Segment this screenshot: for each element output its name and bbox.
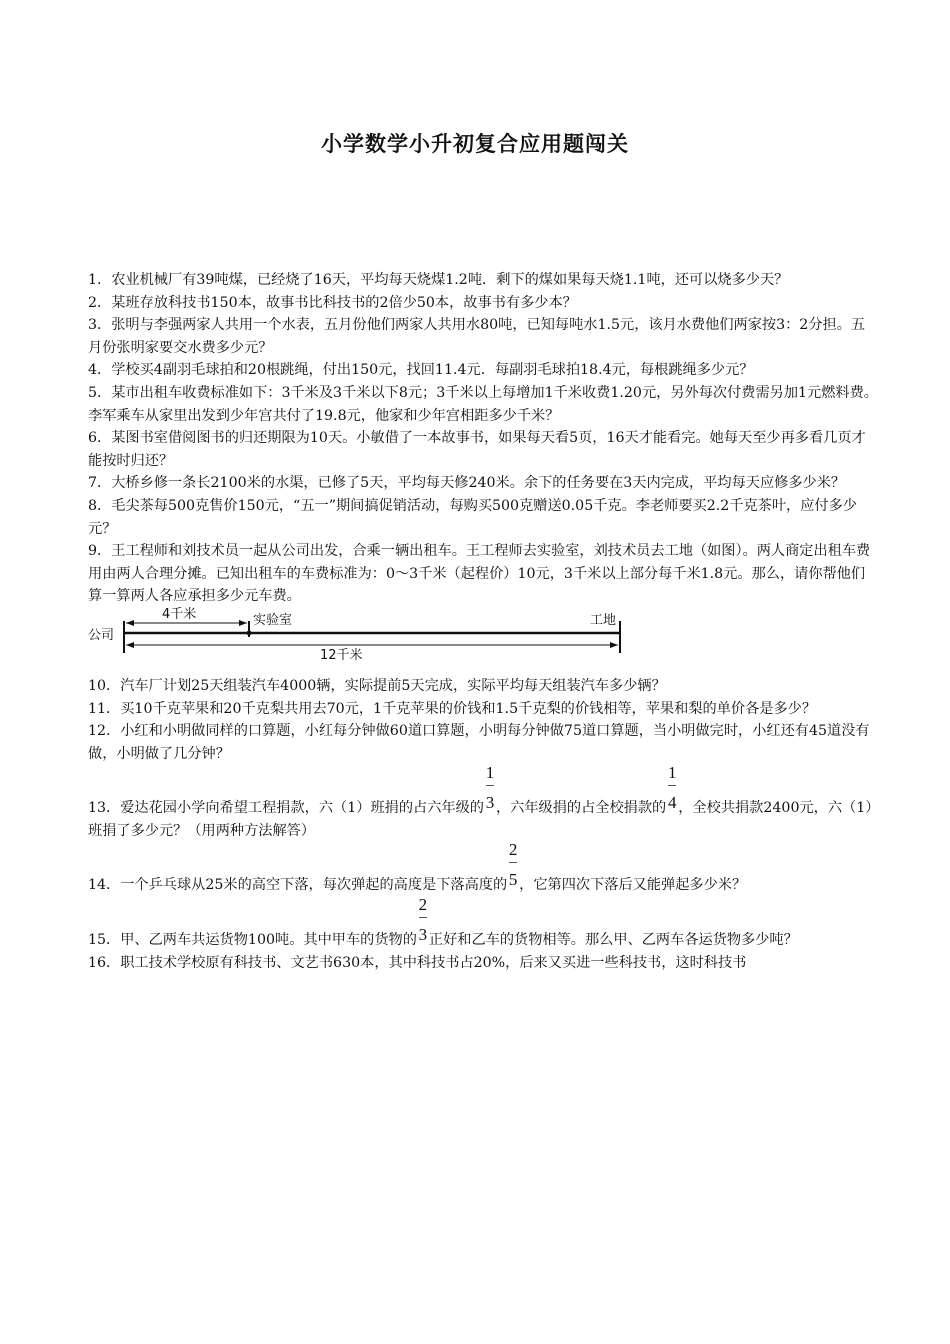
question-15-part-a: 15．甲、乙两车共运货物100吨。其中甲车的货物的 <box>88 932 417 949</box>
question-15 <box>88 895 878 952</box>
question-14-part-b: ，它第四次下落后又能弹起多少米？ <box>519 877 747 894</box>
fraction-one-fourth <box>666 763 678 813</box>
fraction-bar <box>509 862 517 863</box>
fraction-bar <box>486 785 494 786</box>
fraction-two-fifths <box>507 840 519 890</box>
total-arrow-left <box>126 642 134 648</box>
label-total: 12千米 <box>320 647 363 663</box>
page-title: 小学数学小升初复合应用题闯关 <box>321 132 629 156</box>
question-13-part-b: ，六年级捐的占全校捐款的 <box>495 800 667 817</box>
question-list <box>88 269 878 974</box>
fraction-denominator: 5 <box>508 870 518 890</box>
fraction-one-third <box>484 763 496 813</box>
question-15-part-b: 正好和乙车的货物相等。那么甲、乙两车各运货物多少吨？ <box>428 932 798 949</box>
question-2: 2．某班存放科技书150本，故事书比科技书的2倍少50本，故事书有多少本？ <box>88 294 577 311</box>
question-5: 5．某市出租车收费标准如下：3千米及3千米以下8元；3千米以上每增加1千米收费1.20元，另外每次付费需另加1元燃料费。李军乘车从家里出发到少年宫共付了19.8元，他家和少年宫相距多少千米？ <box>88 384 878 424</box>
question-6: 6．某图书室借阅图书的归还期限为10天。小敏借了一本故事书，如果每天看5页，16天才能看完。她每天至少再多看几页才能按时归还？ <box>88 430 866 469</box>
distance-diagram <box>88 606 878 669</box>
seg1-arrow-right <box>239 620 247 626</box>
fraction-bar <box>419 917 427 918</box>
fraction-bar <box>668 785 676 786</box>
fraction-numerator: 2 <box>418 895 428 915</box>
question-9: 9．王工程师和刘技术员一起从公司出发，合乘一辆出租车。王工程师去实验室，刘技术员去工地（如图）。两人商定出租车费用由两人合理分摊。已知出租车的车费标准为：0～3千米（起程价）10元，3千米以上部分每千米1.8元。那么，请你帮他们算一算两人各应承担多少元车费。 <box>88 543 871 605</box>
lab-dot <box>247 630 252 635</box>
fraction-denominator: 3 <box>418 925 428 945</box>
question-7: 7．大桥乡修一条长2100米的水渠，已修了5天，平均每天修240米。余下的任务要在3天内完成，平均每天应修多少米？ <box>88 475 846 492</box>
question-14-part-a: 14．一个乒乓球从25米的高空下落，每次弹起的高度是下落高度的 <box>88 877 508 894</box>
question-14 <box>88 840 878 897</box>
question-13-part-c: ，全校共捐款2400元，六（1）班捐了多少元？（用两种方法解答） <box>88 800 873 839</box>
question-1: 1．农业机械厂有39吨煤，已经烧了16天，平均每天烧煤1.2吨．剩下的煤如果每天烧1.1吨，还可以烧多少天？ <box>88 272 789 288</box>
fraction-numerator: 1 <box>667 763 677 783</box>
question-8: 8．毛尖茶每500克售价150元，“五一”期间搞促销活动，每购买500克赠送0.05千克。李老师要买2.2千克茶叶，应付多少元？ <box>88 497 857 537</box>
fraction-numerator: 2 <box>508 840 518 860</box>
question-16: 16．职工技术学校原有科技书、文艺书630本，其中科技书占20%，后来又买进一些科技书，这时科技书 <box>88 954 747 971</box>
question-13-part-a: 13．爱达花园小学向希望工程捐款，六（1）班捐的占六年级的 <box>88 800 484 817</box>
fraction-denominator: 4 <box>667 793 677 813</box>
question-4: 4．学校买4副羽毛球拍和20根跳绳，付出150元，找回11.4元．每副羽毛球拍18.4元，每根跳绳多少元？ <box>88 362 754 379</box>
fraction-two-thirds <box>417 895 429 945</box>
total-arrow-right <box>610 642 618 648</box>
label-seg1: 4千米 <box>162 606 197 622</box>
fraction-denominator: 3 <box>485 793 495 813</box>
fraction-numerator: 1 <box>485 763 495 783</box>
question-13 <box>88 763 878 842</box>
question-10: 10．汽车厂计划25天组装汽车4000辆，实际提前5天完成，实际平均每天组装汽车多少辆？ <box>88 677 666 694</box>
question-3: 3．张明与李强两家人共用一个水表，五月份他们两家人共用水80吨，已知每吨水1.5元，该月水费他们两家按3：2分担。五月份张明家要交水费多少元？ <box>88 317 866 356</box>
question-12: 12．小红和小明做同样的口算题，小红每分钟做60道口算题，小明每分钟做75道口算题，当小明做完时，小红还有45道没有做，小明做了几分钟？ <box>88 723 870 762</box>
seg1-arrow-left <box>126 620 134 626</box>
question-11: 11．买10千克苹果和20千克梨共用去70元，1千克苹果的价钱和1.5千克梨的价钱相等，苹果和梨的单价各是多少？ <box>88 700 817 717</box>
label-company: 公司 <box>88 627 115 643</box>
label-site: 工地 <box>590 612 617 628</box>
label-lab: 实验室 <box>253 612 293 628</box>
